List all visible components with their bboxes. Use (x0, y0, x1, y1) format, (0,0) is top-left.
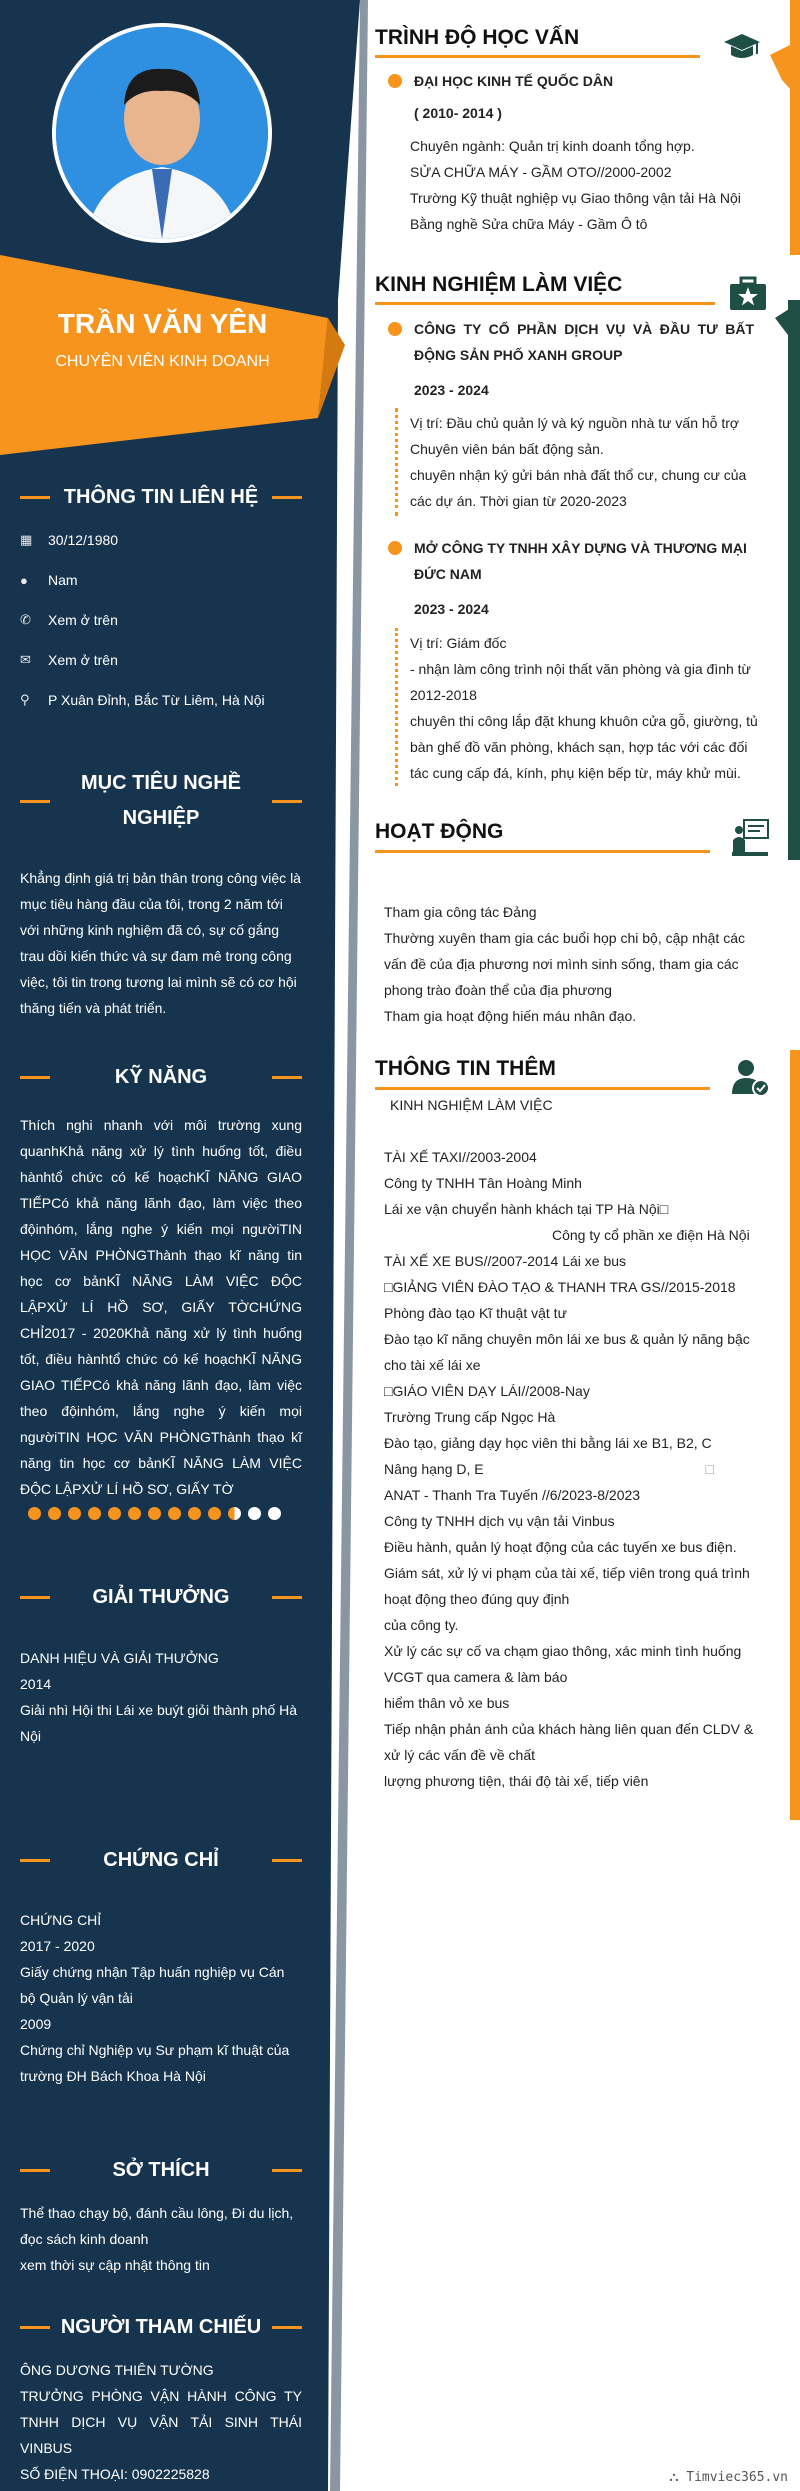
references-heading: NGƯỜI THAM CHIẾU (20, 2310, 302, 2345)
heading-dash (20, 496, 50, 499)
activities-list: Tham gia công tác Đảng Thường xuyên tham gia các buổi họp chi bộ, cập nhật các vấn đề của địa phương nơi mình sinh sống, tham gia các phong trào đoàn thể của địa phương Tham gia hoạt động hiến máu nhân đạo. (384, 904, 745, 1024)
objective-text: Khẳng định giá trị bản thân trong công việc là mục tiêu hàng đầu của tôi, trong 2 năm tới với những kinh nghiệm đã có, sự cố gắng trau dồi kiến thức và sự đam mê trong công việc, tôi tin trong tương lai mình sẽ có cơ hội thăng tiến và phát triển. (20, 870, 301, 1016)
phone-icon: ✆ (20, 612, 31, 627)
heading-dash (20, 1596, 50, 1599)
candidate-title: CHUYÊN VIÊN KINH DOANH (55, 353, 270, 370)
heading-dash (272, 2326, 302, 2329)
job1-bullet (388, 322, 402, 336)
activities-heading: HOẠT ĐỘNG (375, 820, 504, 843)
education-underline (375, 55, 700, 58)
awards-heading: GIẢI THƯỞNG (20, 1580, 302, 1615)
email-icon: ✉ (20, 652, 31, 667)
contact-address: ⚲ P Xuân Đỉnh, Bắc Từ Liêm, Hà Nội (20, 692, 265, 708)
contact-email: ✉ Xem ở trên (20, 652, 118, 668)
education-details: Chuyên ngành: Quản trị kinh doanh tổng hợp. SỬA CHỮA MÁY - GẦM OTO//2000-2002 Trường Kỹ thuật nghiệp vụ Giao thông vận tải Hà Nội Bằng nghề Sửa chữa Máy - Gầm Ô tô (410, 138, 741, 232)
heading-dash (20, 2326, 50, 2329)
rating-dot (108, 1507, 121, 1520)
heading-dash (20, 2169, 50, 2172)
references-list: ÔNG DƯƠNG THIÊN TƯỜNG TRƯỞNG PHÒNG VẬN HÀNH CÔNG TY TNHH DỊCH VỤ VẬN TẢI SINH THÁI VINBUS SỐ ĐIỆN THOẠI: 0902225828 (20, 2362, 302, 2482)
education-heading: TRÌNH ĐỘ HỌC VẤN (375, 26, 580, 49)
heading-dash (20, 800, 50, 803)
heading-dash (272, 800, 302, 803)
heading-dash (272, 1859, 302, 1862)
graduation-cap-icon (722, 28, 762, 68)
job2-period: 2023 - 2024 (414, 601, 489, 617)
calendar-icon: ▦ (20, 532, 33, 547)
skill-rating (28, 1507, 288, 1520)
calendar-activity-icon (730, 818, 770, 858)
rating-dot (228, 1507, 241, 1520)
additional-list: TÀI XẾ TAXI//2003-2004 Công ty TNHH Tân Hoàng Minh Lái xe vận chuyển hành khách tại TP Hà Nội□ Công ty cổ phần xe điện Hà Nội TÀI XẾ XE BUS//2007-2014 Lái xe bus □GIẢNG VIÊN ĐÀO TẠO & THANH TRA GS//2015-2018 Phòng đào tạo Kĩ thuật vật tư Đào tạo kĩ năng chuyên môn lái xe bus & quản lý năng bậc cho tài xế lái xe □GIÁO VIÊN DẠY LÁI//2008-Nay Trường Trung cấp Ngọc Hà Đào tạo, giảng dạy học viên thi bằng lái xe B1, B2, C Nâng hạng D, E □ ANAT - Thanh Tra Tuyến //6/2023-8/2023 Công ty TNHH dịch vụ vận tải Vinbus Điều hành, quản lý hoạt động của các tuyến xe bus điện. Giám sát, xử lý vi phạm của tài xế, tiếp viên trong quá trình hoạt động theo đúng quy định của công ty. Xử lý các sự cố va chạm giao thông, xác minh tình huống VCGT qua camera & làm báo hiểm thân vỏ xe bus Tiếp nhận phản ánh của khách hàng liên quan đến CLDV & xử lý các vấn đề về chất lượng phương tiện, thái độ tài xế, tiếp viên (384, 1149, 754, 1789)
education-period: ( 2010- 2014 ) (414, 105, 502, 121)
additional-underline (375, 1087, 710, 1090)
heading-dash (20, 1859, 50, 1862)
job1-details: Vị trí: Đầu chủ quản lý và ký nguồn nhà tư vấn hỗ trợ Chuyên viên bán bất động sản. chuyên nhận ký gửi bán nhà đất thổ cư, chung cư của các dự án. Thời gian từ 2020-2023 (410, 415, 747, 509)
heading-dash (272, 1076, 302, 1079)
footer-brand: ⛬ Timviec365.vn (669, 2470, 788, 2485)
hobbies-list: Thể thao chạy bộ, đánh cầu lông, Đi du lịch, đọc sách kinh doanh xem thời sự cập nhật thông tin (20, 2205, 294, 2273)
certificates-list: CHỨNG CHỈ 2017 - 2020 Giấy chứng nhận Tập huấn nghiệp vụ Cán bộ Quản lý vận tải 2009 Chứng chỉ Nghiệp vụ Sư phạm kĩ thuật của trường ĐH Bách Khoa Hà Nội (20, 1912, 290, 2084)
rating-dot (148, 1507, 161, 1520)
portrait-illustration (56, 27, 268, 239)
heading-dash (272, 1596, 302, 1599)
experience-underline (375, 302, 715, 305)
job2-company: MỞ CÔNG TY TNHH XÂY DỰNG VÀ THƯƠNG MẠI ĐỨC NAM (414, 540, 747, 582)
location-pin-icon: ⚲ (20, 692, 30, 707)
candidate-name: TRẦN VĂN YÊN (57, 308, 268, 339)
education-school: ĐẠI HỌC KINH TẾ QUỐC DÂN (414, 73, 614, 89)
additional-heading: THÔNG TIN THÊM (375, 1057, 556, 1080)
briefcase-star-icon (728, 274, 768, 314)
objective-heading: MỤC TIÊU NGHỀ NGHIỆP (20, 766, 302, 836)
avatar (52, 23, 272, 243)
rating-dot (28, 1507, 41, 1520)
rating-dot (248, 1507, 261, 1520)
certificates-heading: CHỨNG CHỈ (20, 1843, 302, 1878)
job1-dotted-rule (395, 408, 398, 516)
skills-heading: KỸ NĂNG (20, 1060, 302, 1095)
user-check-icon (730, 1058, 770, 1098)
rating-dot (48, 1507, 61, 1520)
job1-company: CÔNG TY CỔ PHẦN DỊCH VỤ VÀ ĐẦU TƯ BẤT ĐỘNG SẢN PHỐ XANH GROUP (414, 321, 754, 363)
hobbies-heading: SỞ THÍCH (20, 2153, 302, 2188)
job1-period: 2023 - 2024 (414, 382, 489, 398)
job2-details: Vị trí: Giám đốc - nhận làm công trình nội thất văn phòng và gia đình từ 2012-2018 chuyên thi công lắp đặt khung khuôn cửa gỗ, giường, tủ bàn ghế đồ văn phòng, khách sạn, hợp tác với các đối tác cung cấp đá, kính, phụ kiện bếp từ, máy khử mùi. (410, 635, 758, 781)
user-icon: ● (20, 572, 28, 588)
job2-dotted-rule (395, 628, 398, 786)
heading-dash (20, 1076, 50, 1079)
rating-dot (128, 1507, 141, 1520)
additional-subheading: KINH NGHIỆM LÀM VIỆC (390, 1097, 553, 1113)
contact-gender: ● Nam (20, 572, 78, 588)
activities-underline (375, 850, 710, 853)
rating-dot (268, 1507, 281, 1520)
rating-dot (88, 1507, 101, 1520)
education-side-rule (790, 60, 793, 250)
job2-bullet (388, 541, 402, 555)
awards-list: DANH HIỆU VÀ GIẢI THƯỞNG 2014 Giải nhì Hội thi Lái xe buýt giỏi thành phố Hà Nội (20, 1650, 298, 1744)
contact-birthday: ▦ 30/12/1980 (20, 532, 119, 548)
rating-dot (188, 1507, 201, 1520)
contact-phone: ✆ Xem ở trên (20, 612, 118, 628)
rating-dot (208, 1507, 221, 1520)
rating-dot (68, 1507, 81, 1520)
rating-dot (168, 1507, 181, 1520)
contact-heading: THÔNG TIN LIÊN HỆ (20, 480, 302, 515)
experience-heading: KINH NGHIỆM LÀM VIỆC (375, 273, 623, 296)
skills-text: Thích nghi nhanh với môi trường xung quanhKhả năng xử lý tình huống tốt, điều hànhtổ chức có kế hoạchKĨ NĂNG GIAO TIẾPCó khả năng lãnh đạo, làm việc theo độinhóm, lắng nghe ý kiến mọi ngườiTIN HỌC VĂN PHÒNGThành thạo kĩ năng tin học cơ bảnKĨ NĂNG LÀM VIỆC ĐỘC LẬPXỬ LÍ HỒ SƠ, GIẤY TỜCHỨNG CHỈ2017 - 2020Khả năng xử lý tình huống tốt, điều hànhtổ chức có kế hoạchKĨ NĂNG GIAO TIẾPCó khả năng lãnh đạo, làm việc theo độinhóm, lắng nghe ý kiến mọi ngườiTIN HỌC VĂN PHÒNGThành thạo kĩ năng tin học cơ bảnKĨ NĂNG LÀM VIỆC ĐỘC LẬPXỬ LÍ HỒ SƠ, GIẤY TỜ (20, 1117, 302, 1497)
heading-dash (272, 2169, 302, 2172)
education-bullet (388, 74, 402, 88)
heading-dash (272, 496, 302, 499)
